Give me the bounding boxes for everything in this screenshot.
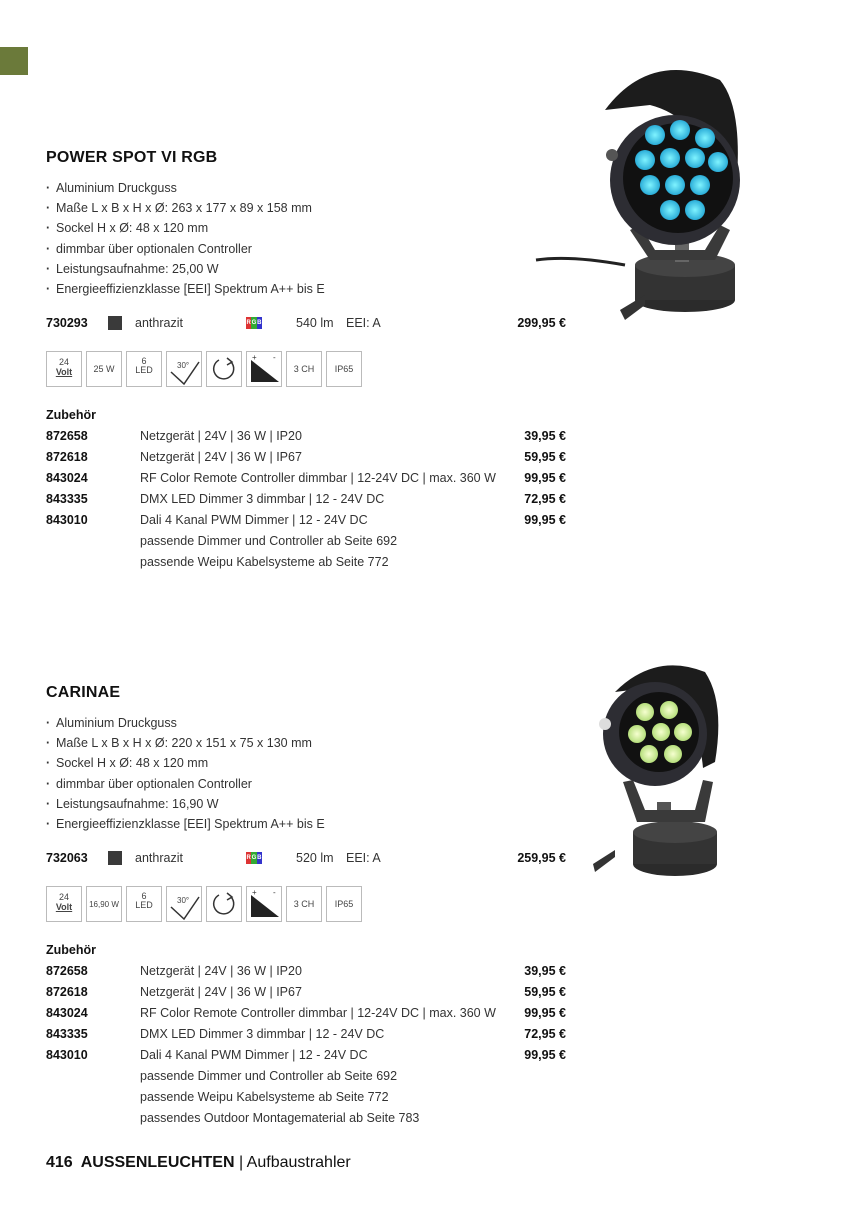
feature-list [46,178,806,299]
feature-item: · dimmbar über optionalen Controller [46,239,806,259]
accessory-row: 843010 Dali 4 Kanal PWM Dimmer | 12 - 24V DC 99,95 € [46,1048,566,1063]
color-name: anthrazit [135,316,183,331]
led-icon: 6 LED [126,886,162,922]
product-carinae [46,681,806,1129]
accessory-row: 872658 Netzgerät | 24V | 36 W | IP20 39,95 € [46,429,566,444]
footer-separator: | [238,1154,244,1171]
beam-angle-icon: 30° [166,351,202,387]
dimmable-icon [246,886,282,922]
accessories-title: Zubehör [46,408,96,423]
volt-icon: 24 Volt [46,351,82,387]
eei-class: EEI: A [346,851,381,866]
feature-item: · dimmbar über optionalen Controller [46,774,806,794]
reference-note: passende Dimmer und Controller ab Seite 692 [140,1069,398,1084]
subsection-title: Aufbaustrahler [246,1154,351,1171]
feature-item: · Energieeffizienzklasse [EEI] Spektrum A++ bis E [46,279,806,299]
dimmable-icon [246,351,282,387]
reference-note: passendes Outdoor Montagematerial ab Seite 783 [140,1111,420,1126]
reference-note: passende Dimmer und Controller ab Seite 692 [140,534,398,549]
accessory-row: 872618 Netzgerät | 24V | 36 W | IP67 59,95 € [46,450,566,465]
feature-item: · Leistungsaufnahme: 16,90 W [46,794,806,814]
spec-icons [46,351,806,389]
feature-item: · Sockel H x Ø: 48 x 120 mm [46,218,806,238]
feature-item: · Leistungsaufnahme: 25,00 W [46,259,806,279]
corner-tab [0,47,28,75]
section-title: AUSSENLEUCHTEN [80,1154,235,1171]
feature-item: · Maße L x B x H x Ø: 263 x 177 x 89 x 158 mm [46,198,806,218]
volt-icon: 24 Volt [46,886,82,922]
watt-icon: 25 W [86,351,122,387]
feature-item: · Sockel H x Ø: 48 x 120 mm [46,753,806,773]
page-number: 416 [46,1154,73,1171]
color-swatch [108,851,122,865]
rgb-icon: R G B [246,317,262,329]
accessory-row: 843335 DMX LED Dimmer 3 dimmbar | 12 - 24V DC 72,95 € [46,1027,566,1042]
color-swatch [108,316,122,330]
accessory-row: 872618 Netzgerät | 24V | 36 W | IP67 59,95 € [46,985,566,1000]
svg-text:+: + [252,353,257,363]
lumen-value: 540 lm [296,316,334,331]
accessory-row: 843010 Dali 4 Kanal PWM Dimmer | 12 - 24V DC 99,95 € [46,513,566,528]
accessory-row: 843024 RF Color Remote Controller dimmbar | 12-24V DC | max. 360 W 99,95 € [46,471,566,486]
channels-icon: 3 CH [286,886,322,922]
rgb-icon: R G B [246,852,262,864]
price: 259,95 € [517,851,566,866]
watt-icon: 16,90 W [86,886,122,922]
variant-row [46,848,806,868]
rotate-icon [206,886,242,922]
article-number: 732063 [46,851,88,866]
feature-item: · Aluminium Druckguss [46,178,806,198]
spec-icons [46,886,806,924]
reference-note: passende Weipu Kabelsysteme ab Seite 772 [140,1090,389,1105]
eei-class: EEI: A [346,316,381,331]
article-number: 730293 [46,316,88,331]
led-icon: 6 LED [126,351,162,387]
color-name: anthrazit [135,851,183,866]
svg-text:-: - [273,888,276,898]
ip-rating-icon: IP65 [326,886,362,922]
beam-angle-icon: 30° [166,886,202,922]
variant-row [46,313,806,333]
lumen-value: 520 lm [296,851,334,866]
feature-item: · Maße L x B x H x Ø: 220 x 151 x 75 x 130 mm [46,733,806,753]
price: 299,95 € [517,316,566,331]
feature-item: · Aluminium Druckguss [46,713,806,733]
feature-list [46,713,806,834]
product-title: POWER SPOT VI RGB [46,149,218,166]
product-power-spot-vi-rgb [46,146,806,573]
channels-icon: 3 CH [286,351,322,387]
rotate-icon [206,351,242,387]
accessory-row: 872658 Netzgerät | 24V | 36 W | IP20 39,95 € [46,964,566,979]
product-title: CARINAE [46,684,121,701]
accessory-row: 843335 DMX LED Dimmer 3 dimmbar | 12 - 24V DC 72,95 € [46,492,566,507]
accessories-title: Zubehör [46,943,96,958]
reference-note: passende Weipu Kabelsysteme ab Seite 772 [140,555,389,570]
page-footer [46,1151,351,1175]
svg-text:-: - [273,353,276,363]
feature-item: · Energieeffizienzklasse [EEI] Spektrum A++ bis E [46,814,806,834]
accessory-row: 843024 RF Color Remote Controller dimmbar | 12-24V DC | max. 360 W 99,95 € [46,1006,566,1021]
svg-text:+: + [252,888,257,898]
ip-rating-icon: IP65 [326,351,362,387]
